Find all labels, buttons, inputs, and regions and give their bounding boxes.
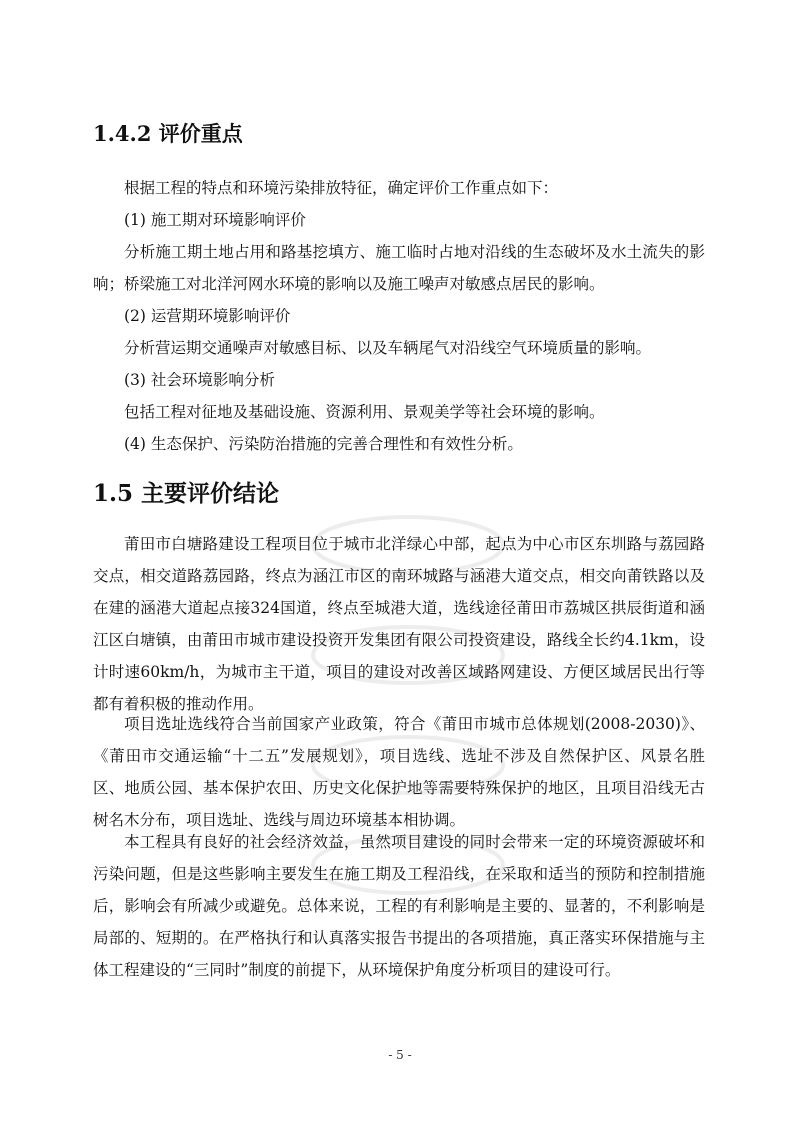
item-2-body: 分析营运期交通噪声对敏感目标、以及车辆尾气对沿线空气环境质量的影响。: [124, 339, 652, 357]
item-1-title: (1) 施工期对环境影响评价: [124, 211, 306, 229]
item-2-title: (2) 运营期环境影响评价: [124, 307, 291, 325]
item-4-title: (4) 生态保护、污染防治措施的完善合理性和有效性分析。: [124, 435, 523, 453]
item-1-body: 分析施工期土地占用和路基挖填方、施工临时占地对沿线的生态破坏及水土流失的影响；桥梁施工对北洋河网水环境的影响以及施工噪声对敏感点居民的影响。: [93, 243, 705, 293]
conclusion-paragraph-3: 本工程具有良好的社会经济效益，虽然项目建设的同时会带来一定的环境资源破坏和污染问题，但是这些影响主要发生在施工期及工程沿线，在采取和适当的预防和控制措施后，影响会有所减少或避免。总体来说，工程的有利影响是主要的、显著的，不利影响是局部的、短期的。在严格执行和认真落实报告书提出的各项措施，真正落实环保措施与主体工程建设的“三同时”制度的前提下，从环境保护角度分析项目的建设可行。: [93, 833, 705, 979]
item-3-body: 包括工程对征地及基础设施、资源利用、景观美学等社会环境的影响。: [124, 403, 605, 421]
item-3-title: (3) 社会环境影响分析: [124, 371, 275, 389]
page-number: - 5 -: [388, 1048, 412, 1062]
conclusion-paragraph-2: 项目选址选线符合当前国家产业政策，符合《莆田市城市总体规划(2008-2030)》、《莆田市交通运输“十二五”发展规划》，项目选线、选址不涉及自然保护区、风景名胜区、地质公园、基本保护农田、历史文化保护地等需要特殊保护的地区，且项目沿线无古树名木分布，项目选址、选线与周边环境基本相协调。: [93, 715, 705, 829]
section-heading-1-4-2: 1.4.2 评价重点: [93, 121, 243, 146]
section-intro: 根据工程的特点和环境污染排放特征，确定评价工作重点如下：: [124, 179, 559, 197]
conclusion-paragraph-1: 莆田市白塘路建设工程项目位于城市北洋绿心中部，起点为中心市区东圳路与荔园路交点，相交道路荔园路，终点为涵江市区的南环城路与涵港大道交点，相交向莆铁路以及在建的涵港大道起点接324国道，终点至城港大道，选线途径莆田市荔城区拱辰街道和涵江区白塘镇，由莆田市城市建设投资开发集团有限公司投资建设，路线全长约4.1km，设计时速60km/h，为城市主干道，项目的建设对改善区域路网建设、方便区域居民出行等都有着积极的推动作用。: [93, 535, 705, 713]
section-heading-1-5: 1.5 主要评价结论: [93, 480, 280, 507]
